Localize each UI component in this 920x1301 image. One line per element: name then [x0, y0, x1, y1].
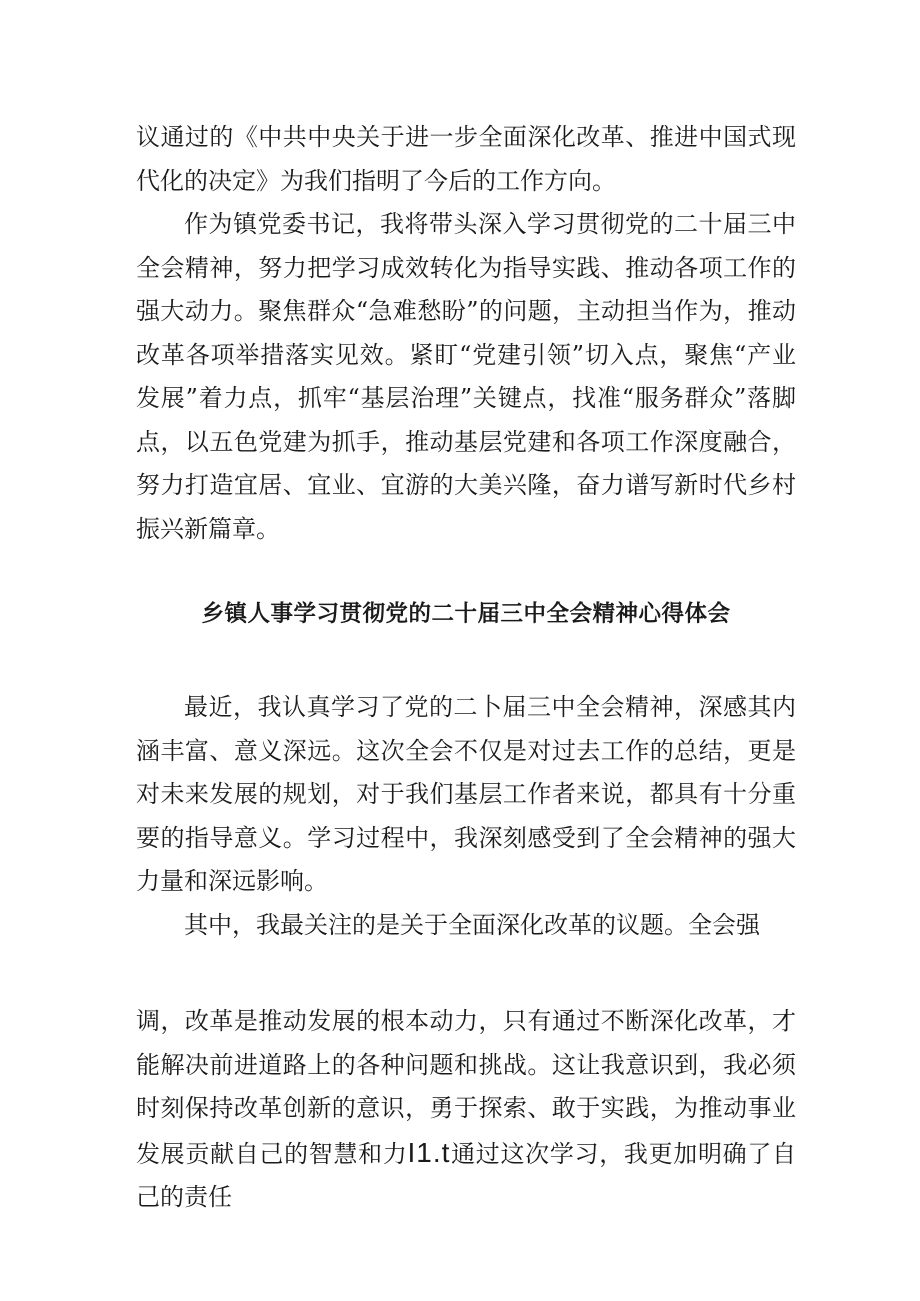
- paragraph-4: 其中，我最关注的是关于全面深化改革的议题。全会强: [184, 911, 760, 939]
- paragraph-1: 议通过的《中共中央关于进一步全面深化改革、推进中国式现代化的决定》为我们指明了今后的工作方向。: [136, 123, 796, 195]
- paragraph-5-text-b: 通过这次学习，我更加明确了自己的责任: [136, 1139, 797, 1211]
- section-heading: 乡镇人事学习贯彻党的二十届三中全会精神心得体会: [201, 601, 731, 627]
- paragraph-3: 最近，我认真学习了党的二卜届三中全会精神，深感其内涵丰富、意义深远。这次全会不仅是对过去工作的总结，更是对未来发展的规划，对于我们基层工作者来说，都具有十分重要的指导意义。学习过程中，我深刻感受到了全会精神的强大力量和深远影响。: [136, 693, 796, 895]
- paragraph-2: 作为镇党委书记，我将带头深入学习贯彻党的二十届三中全会精神，努力把学习成效转化为指导实践、推动各项工作的强大动力。聚焦群众“急难愁盼”的问题，主动担当作为，推动改革各项举措落实见效。紧盯“党建引领”切入点，聚焦“产业发展”着力点，抓牢“基层治理”关键点，找准“服务群众”落脚点，以五色党建为抓手，推动基层党建和各项工作深度融合，努力打造宜居、宜业、宜游的大美兴隆，奋力谱写新时代乡村振兴新篇章。: [136, 210, 796, 543]
- paragraph-5: [136, 1000, 796, 1220]
- ocr-artifact-text: I1.t: [407, 1136, 451, 1168]
- paragraph-5-text-a: 调，改革是推动发展的根本动力，只有通过不断深化改革，才能解决前进道路上的各种问题和挑战。这让我意识到，我必须时刻保持改革创新的意识，勇于探索、敢于实践，为推动事业发展贡献自己的智慧和力: [136, 1007, 796, 1168]
